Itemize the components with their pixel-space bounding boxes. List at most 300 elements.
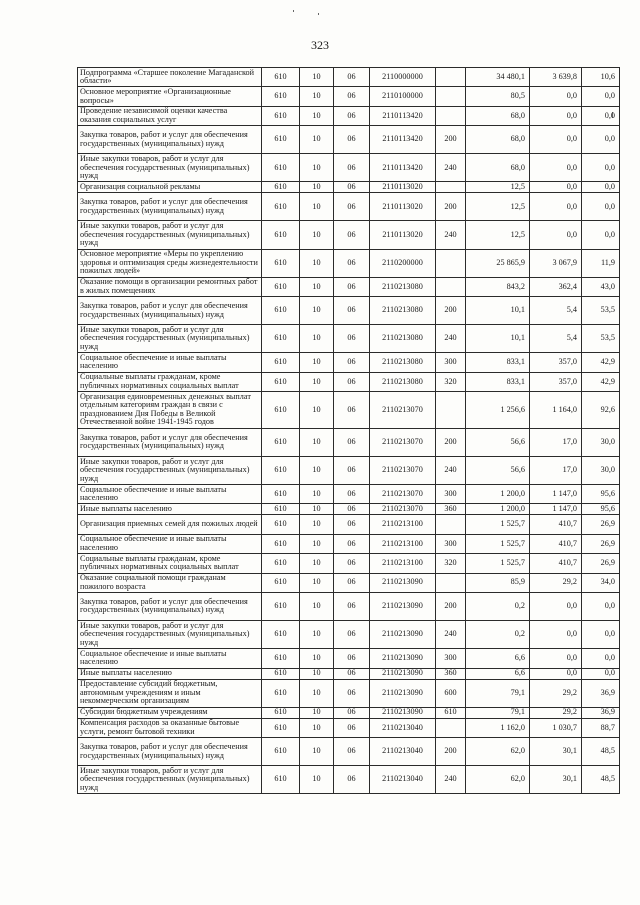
planned-amount: 1 256,6: [466, 392, 530, 429]
execution-percent: 0,0: [582, 649, 620, 668]
target-article-code: 2110213080: [370, 325, 436, 353]
executed-amount: 0,0: [530, 221, 582, 249]
table-row: [78, 106, 620, 125]
subsection-code: 06: [334, 766, 370, 794]
expense-type-code: 200: [436, 297, 466, 325]
execution-percent: 48,5: [582, 766, 620, 794]
section-code: 10: [300, 182, 334, 193]
row-name: Подпрограмма «Старшее поколение Магаданской области»: [78, 68, 262, 87]
expense-type-code: 300: [436, 353, 466, 372]
target-article-code: 2110213070: [370, 504, 436, 515]
ministry-code: 610: [262, 679, 300, 707]
row-name: Иные закупки товаров, работ и услуг для обеспечения государственных (муниципальных) нужд: [78, 621, 262, 649]
row-name: Основное мероприятие «Меры по укреплению здоровья и оптимизация среды жизнедеятельности пожилых людей»: [78, 249, 262, 277]
section-code: 10: [300, 325, 334, 353]
section-code: 10: [300, 249, 334, 277]
row-name: Иные закупки товаров, работ и услуг для обеспечения государственных (муниципальных) нужд: [78, 456, 262, 484]
subsection-code: 06: [334, 68, 370, 87]
table-row: [78, 353, 620, 372]
ministry-code: 610: [262, 504, 300, 515]
table-row: [78, 707, 620, 718]
target-article-code: 2110113020: [370, 221, 436, 249]
subsection-code: 06: [334, 504, 370, 515]
ministry-code: 610: [262, 456, 300, 484]
execution-percent: 30,0: [582, 456, 620, 484]
table-row: [78, 718, 620, 737]
row-name: Основное мероприятие «Организационные вопросы»: [78, 87, 262, 106]
row-name: Закупка товаров, работ и услуг для обеспечения государственных (муниципальных) нужд: [78, 428, 262, 456]
executed-amount: 0,0: [530, 592, 582, 620]
execution-percent: 88,7: [582, 718, 620, 737]
executed-amount: 17,0: [530, 428, 582, 456]
target-article-code: 2110213100: [370, 554, 436, 573]
execution-percent: 34,0: [582, 573, 620, 592]
execution-percent: 10,6: [582, 68, 620, 87]
section-code: 10: [300, 515, 334, 534]
section-code: 10: [300, 592, 334, 620]
section-code: 10: [300, 679, 334, 707]
target-article-code: 2110213070: [370, 484, 436, 503]
table-row: [78, 193, 620, 221]
row-name: Закупка товаров, работ и услуг для обеспечения государственных (муниципальных) нужд: [78, 592, 262, 620]
planned-amount: 56,6: [466, 456, 530, 484]
planned-amount: 79,1: [466, 707, 530, 718]
table-row: [78, 325, 620, 353]
execution-percent: 30,0: [582, 428, 620, 456]
target-article-code: 2110213080: [370, 277, 436, 296]
subsection-code: 06: [334, 456, 370, 484]
execution-percent: 0,0: [582, 87, 620, 106]
expense-type-code: 200: [436, 193, 466, 221]
table-row: [78, 68, 620, 87]
expense-type-code: [436, 106, 466, 125]
expense-type-code: [436, 718, 466, 737]
planned-amount: 85,9: [466, 573, 530, 592]
target-article-code: 2110213040: [370, 738, 436, 766]
section-code: 10: [300, 87, 334, 106]
subsection-code: 06: [334, 182, 370, 193]
executed-amount: 410,7: [530, 534, 582, 553]
expense-type-code: 240: [436, 456, 466, 484]
target-article-code: 2110213040: [370, 718, 436, 737]
table-row: [78, 249, 620, 277]
executed-amount: 0,0: [530, 621, 582, 649]
executed-amount: 3 067,9: [530, 249, 582, 277]
section-code: 10: [300, 718, 334, 737]
executed-amount: 29,2: [530, 573, 582, 592]
expense-type-code: 600: [436, 679, 466, 707]
subsection-code: 06: [334, 554, 370, 573]
target-article-code: 2110213090: [370, 707, 436, 718]
table-row: [78, 679, 620, 707]
table-row: [78, 182, 620, 193]
expense-type-code: 300: [436, 649, 466, 668]
table-row: [78, 428, 620, 456]
executed-amount: 357,0: [530, 372, 582, 391]
executed-amount: 0,0: [530, 193, 582, 221]
target-article-code: 2110213090: [370, 649, 436, 668]
execution-percent: 0,0: [582, 126, 620, 154]
executed-amount: 17,0: [530, 456, 582, 484]
expense-type-code: 240: [436, 221, 466, 249]
executed-amount: 0,0: [530, 154, 582, 182]
executed-amount: 0,0: [530, 126, 582, 154]
planned-amount: 1 200,0: [466, 484, 530, 503]
target-article-code: 2110213090: [370, 679, 436, 707]
row-name: Социальное обеспечение и иные выплаты населению: [78, 353, 262, 372]
executed-amount: 1 030,7: [530, 718, 582, 737]
planned-amount: 68,0: [466, 106, 530, 125]
ministry-code: 610: [262, 221, 300, 249]
planned-amount: 833,1: [466, 372, 530, 391]
executed-amount: 410,7: [530, 515, 582, 534]
section-code: 10: [300, 504, 334, 515]
executed-amount: 30,1: [530, 738, 582, 766]
ministry-code: 610: [262, 372, 300, 391]
planned-amount: 12,5: [466, 182, 530, 193]
expense-type-code: 200: [436, 428, 466, 456]
target-article-code: 2110213090: [370, 592, 436, 620]
executed-amount: 5,4: [530, 297, 582, 325]
subsection-code: 06: [334, 277, 370, 296]
row-name: Оказание социальной помощи гражданам пожилого возраста: [78, 573, 262, 592]
expense-type-code: 240: [436, 154, 466, 182]
ministry-code: 610: [262, 621, 300, 649]
subsection-code: 06: [334, 249, 370, 277]
execution-percent: 0,0: [582, 668, 620, 679]
expense-type-code: 200: [436, 738, 466, 766]
section-code: 10: [300, 707, 334, 718]
ministry-code: 610: [262, 68, 300, 87]
ministry-code: 610: [262, 554, 300, 573]
expense-type-code: 200: [436, 126, 466, 154]
section-code: 10: [300, 277, 334, 296]
table-row: [78, 154, 620, 182]
expense-type-code: 360: [436, 668, 466, 679]
ministry-code: 610: [262, 534, 300, 553]
section-code: 10: [300, 353, 334, 372]
table-row: [78, 668, 620, 679]
subsection-code: 06: [334, 718, 370, 737]
subsection-code: 06: [334, 325, 370, 353]
ministry-code: 610: [262, 182, 300, 193]
target-article-code: 2110100000: [370, 87, 436, 106]
subsection-code: 06: [334, 372, 370, 391]
section-code: 10: [300, 297, 334, 325]
target-article-code: 2110213100: [370, 515, 436, 534]
subsection-code: 06: [334, 221, 370, 249]
subsection-code: 06: [334, 484, 370, 503]
table-row: [78, 484, 620, 503]
expense-type-code: [436, 515, 466, 534]
subsection-code: 06: [334, 573, 370, 592]
section-code: 10: [300, 668, 334, 679]
target-article-code: 2110213040: [370, 766, 436, 794]
scan-speck: [318, 13, 319, 15]
row-name: Закупка товаров, работ и услуг для обеспечения государственных (муниципальных) нужд: [78, 126, 262, 154]
planned-amount: 10,1: [466, 325, 530, 353]
ministry-code: 610: [262, 277, 300, 296]
planned-amount: 0,2: [466, 592, 530, 620]
expense-type-code: [436, 249, 466, 277]
executed-amount: 362,4: [530, 277, 582, 296]
expense-type-code: [436, 573, 466, 592]
table-row: [78, 221, 620, 249]
ministry-code: 610: [262, 515, 300, 534]
execution-percent: 36,9: [582, 707, 620, 718]
expense-type-code: 320: [436, 554, 466, 573]
execution-percent: 26,9: [582, 534, 620, 553]
section-code: 10: [300, 738, 334, 766]
subsection-code: 06: [334, 649, 370, 668]
section-code: 10: [300, 621, 334, 649]
ministry-code: 610: [262, 297, 300, 325]
executed-amount: 410,7: [530, 554, 582, 573]
section-code: 10: [300, 573, 334, 592]
target-article-code: 2110200000: [370, 249, 436, 277]
executed-amount: 0,0: [530, 668, 582, 679]
table-row: [78, 592, 620, 620]
row-name: Социальные выплаты гражданам, кроме публичных нормативных социальных выплат: [78, 372, 262, 391]
planned-amount: 1 162,0: [466, 718, 530, 737]
executed-amount: 1 164,0: [530, 392, 582, 429]
expense-type-code: 240: [436, 621, 466, 649]
planned-amount: 68,0: [466, 126, 530, 154]
row-name: Проведение независимой оценки качества оказания социальных услуг: [78, 106, 262, 125]
ministry-code: 610: [262, 106, 300, 125]
expense-type-code: 200: [436, 592, 466, 620]
planned-amount: 1 525,7: [466, 515, 530, 534]
subsection-code: 06: [334, 534, 370, 553]
ministry-code: 610: [262, 353, 300, 372]
ministry-code: 610: [262, 126, 300, 154]
row-name: Социальное обеспечение и иные выплаты населению: [78, 484, 262, 503]
row-name: Субсидии бюджетным учреждениям: [78, 707, 262, 718]
executed-amount: 3 639,8: [530, 68, 582, 87]
ministry-code: 610: [262, 193, 300, 221]
ministry-code: 610: [262, 718, 300, 737]
row-name: Оказание помощи в организации ремонтных работ в жилых помещениях: [78, 277, 262, 296]
subsection-code: 06: [334, 193, 370, 221]
target-article-code: 2110113420: [370, 126, 436, 154]
target-article-code: 2110213100: [370, 534, 436, 553]
table-row: [78, 277, 620, 296]
table-row: [78, 534, 620, 553]
execution-percent: 11,9: [582, 249, 620, 277]
executed-amount: 0,0: [530, 106, 582, 125]
section-code: 10: [300, 534, 334, 553]
row-name: Социальные выплаты гражданам, кроме публичных нормативных социальных выплат: [78, 554, 262, 573]
row-name: Иные закупки товаров, работ и услуг для обеспечения государственных (муниципальных) нужд: [78, 221, 262, 249]
row-name: Иные закупки товаров, работ и услуг для обеспечения государственных (муниципальных) нужд: [78, 154, 262, 182]
execution-percent: 95,6: [582, 484, 620, 503]
execution-percent: 95,6: [582, 504, 620, 515]
executed-amount: 0,0: [530, 649, 582, 668]
execution-percent: 0,0: [582, 621, 620, 649]
target-article-code: 2110113420: [370, 106, 436, 125]
target-article-code: 2110213090: [370, 668, 436, 679]
execution-percent: 53,5: [582, 297, 620, 325]
planned-amount: 34 480,1: [466, 68, 530, 87]
row-name: Закупка товаров, работ и услуг для обеспечения государственных (муниципальных) нужд: [78, 297, 262, 325]
target-article-code: 2110213080: [370, 353, 436, 372]
subsection-code: 06: [334, 392, 370, 429]
planned-amount: 12,5: [466, 221, 530, 249]
ministry-code: 610: [262, 392, 300, 429]
table-row: [78, 554, 620, 573]
planned-amount: 10,1: [466, 297, 530, 325]
ministry-code: 610: [262, 249, 300, 277]
planned-amount: 12,5: [466, 193, 530, 221]
section-code: 10: [300, 484, 334, 503]
executed-amount: 0,0: [530, 87, 582, 106]
subsection-code: 06: [334, 707, 370, 718]
execution-percent: 42,9: [582, 353, 620, 372]
subsection-code: 06: [334, 668, 370, 679]
ministry-code: 610: [262, 154, 300, 182]
executed-amount: 1 147,0: [530, 504, 582, 515]
target-article-code: 2110213080: [370, 297, 436, 325]
expense-type-code: 320: [436, 372, 466, 391]
subsection-code: 06: [334, 87, 370, 106]
subsection-code: 06: [334, 428, 370, 456]
execution-percent: 0,0: [582, 182, 620, 193]
table-row: [78, 573, 620, 592]
expense-type-code: [436, 87, 466, 106]
execution-percent: 0,0: [582, 193, 620, 221]
ministry-code: 610: [262, 668, 300, 679]
planned-amount: 6,6: [466, 668, 530, 679]
table-row: [78, 738, 620, 766]
section-code: 10: [300, 221, 334, 249]
execution-percent: 0,0: [582, 592, 620, 620]
expense-type-code: 300: [436, 484, 466, 503]
table-row: [78, 456, 620, 484]
row-name: Закупка товаров, работ и услуг для обеспечения государственных (муниципальных) нужд: [78, 193, 262, 221]
execution-percent: 36,9: [582, 679, 620, 707]
subsection-code: 06: [334, 679, 370, 707]
ministry-code: 610: [262, 738, 300, 766]
row-name: Закупка товаров, работ и услуг для обеспечения государственных (муниципальных) нужд: [78, 738, 262, 766]
execution-percent: 0,0: [582, 106, 620, 125]
expense-type-code: [436, 68, 466, 87]
ministry-code: 610: [262, 707, 300, 718]
subsection-code: 06: [334, 126, 370, 154]
row-name: Компенсация расходов за оказанные бытовые услуги, ремонт бытовой техники: [78, 718, 262, 737]
subsection-code: 06: [334, 297, 370, 325]
expense-type-code: [436, 182, 466, 193]
row-name: Социальное обеспечение и иные выплаты населению: [78, 649, 262, 668]
planned-amount: 1 525,7: [466, 554, 530, 573]
planned-amount: 62,0: [466, 738, 530, 766]
subsection-code: 06: [334, 592, 370, 620]
target-article-code: 2110213090: [370, 621, 436, 649]
subsection-code: 06: [334, 621, 370, 649]
subsection-code: 06: [334, 353, 370, 372]
target-article-code: 2110213070: [370, 456, 436, 484]
planned-amount: 25 865,9: [466, 249, 530, 277]
scan-speck: [293, 10, 294, 12]
executed-amount: 30,1: [530, 766, 582, 794]
row-name: Иные закупки товаров, работ и услуг для обеспечения государственных (муниципальных) нужд: [78, 766, 262, 794]
execution-percent: 0,0: [582, 154, 620, 182]
executed-amount: 5,4: [530, 325, 582, 353]
table-row: [78, 504, 620, 515]
section-code: 10: [300, 428, 334, 456]
expense-type-code: 300: [436, 534, 466, 553]
expense-type-code: [436, 392, 466, 429]
executed-amount: 29,2: [530, 679, 582, 707]
target-article-code: 2110213080: [370, 372, 436, 391]
planned-amount: 0,2: [466, 621, 530, 649]
section-code: 10: [300, 154, 334, 182]
table-row: [78, 297, 620, 325]
ministry-code: 610: [262, 766, 300, 794]
target-article-code: 2110213070: [370, 392, 436, 429]
planned-amount: 843,2: [466, 277, 530, 296]
execution-percent: 92,6: [582, 392, 620, 429]
subsection-code: 06: [334, 738, 370, 766]
execution-percent: 53,5: [582, 325, 620, 353]
table-row: [78, 515, 620, 534]
planned-amount: 1 200,0: [466, 504, 530, 515]
row-name: Организация единовременных денежных выплат отдельным категориям граждан в связи с празднованием Дня Победы в Великой Отечественной войне 1941-1945 годов: [78, 392, 262, 429]
target-article-code: 2110213070: [370, 428, 436, 456]
row-name: Организация социальной рекламы: [78, 182, 262, 193]
table-row: [78, 649, 620, 668]
target-article-code: 2110113020: [370, 193, 436, 221]
target-article-code: 2110000000: [370, 68, 436, 87]
planned-amount: 1 525,7: [466, 534, 530, 553]
row-name: Иные выплаты населению: [78, 504, 262, 515]
ministry-code: 610: [262, 484, 300, 503]
row-name: Организация приемных семей для пожилых людей: [78, 515, 262, 534]
table-body: [78, 68, 620, 794]
section-code: 10: [300, 766, 334, 794]
section-code: 10: [300, 554, 334, 573]
row-name: Иные выплаты населению: [78, 668, 262, 679]
section-code: 10: [300, 126, 334, 154]
table-row: [78, 372, 620, 391]
subsection-code: 06: [334, 154, 370, 182]
planned-amount: 56,6: [466, 428, 530, 456]
section-code: 10: [300, 372, 334, 391]
execution-percent: 42,9: [582, 372, 620, 391]
ministry-code: 610: [262, 87, 300, 106]
expense-type-code: [436, 277, 466, 296]
expense-type-code: 240: [436, 325, 466, 353]
execution-percent: 0,0: [582, 221, 620, 249]
executed-amount: 357,0: [530, 353, 582, 372]
ministry-code: 610: [262, 649, 300, 668]
ministry-code: 610: [262, 325, 300, 353]
execution-percent: 26,9: [582, 515, 620, 534]
expense-type-code: 360: [436, 504, 466, 515]
expense-type-code: 610: [436, 707, 466, 718]
executed-amount: 0,0: [530, 182, 582, 193]
planned-amount: 833,1: [466, 353, 530, 372]
expense-type-code: 240: [436, 766, 466, 794]
planned-amount: 79,1: [466, 679, 530, 707]
budget-table: [77, 67, 620, 794]
table-row: [78, 87, 620, 106]
section-code: 10: [300, 193, 334, 221]
executed-amount: 29,2: [530, 707, 582, 718]
planned-amount: 6,6: [466, 649, 530, 668]
section-code: 10: [300, 106, 334, 125]
row-name: Социальное обеспечение и иные выплаты населению: [78, 534, 262, 553]
section-code: 10: [300, 68, 334, 87]
